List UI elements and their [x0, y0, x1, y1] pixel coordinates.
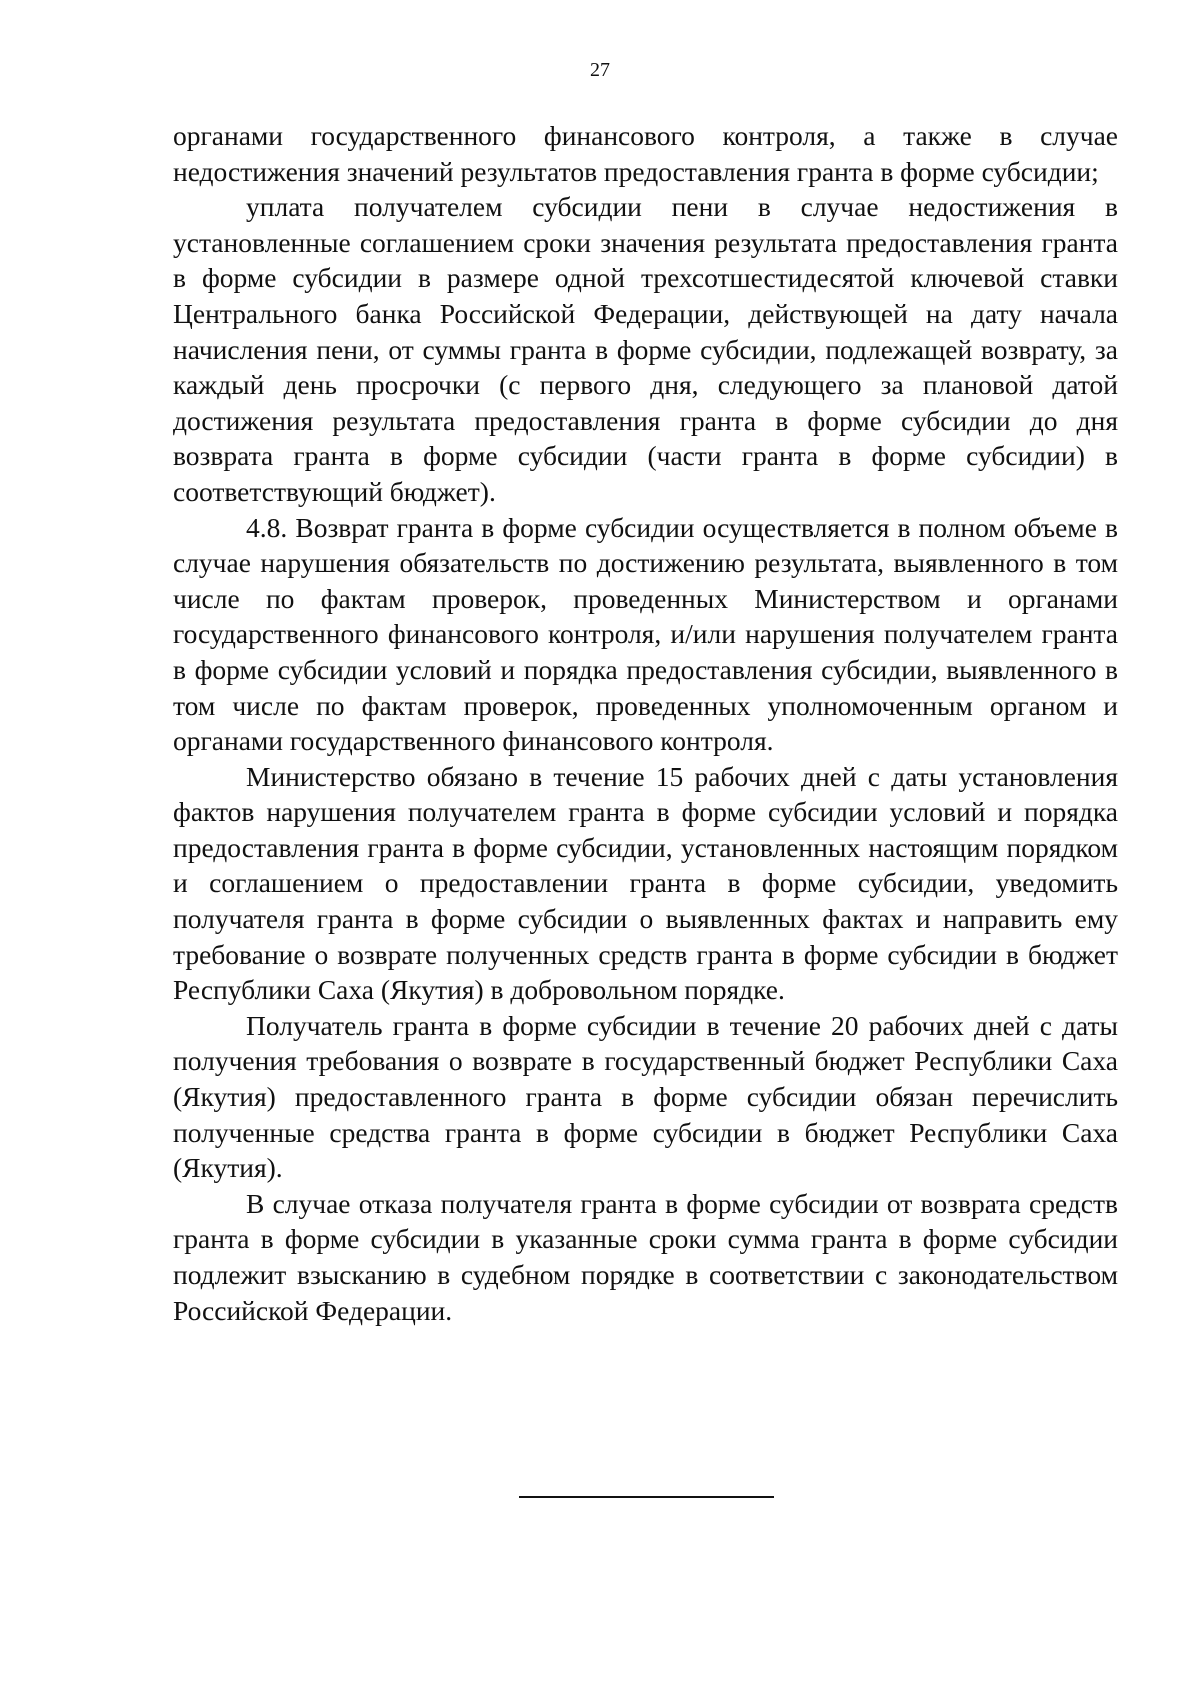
paragraph-penalty: уплата получателем субсидии пени в случае недостижения в установленные соглашением сроки значения результата предоставления гранта в форме субсидии в размере одной трехсотшестидесятой ключевой ставки Центрального банка Российской Федерации, действующей на дату начала начисления пени, от суммы гранта в форме субсидии, подлежащей возврату, за каждый день просрочки (с первого дня, следующего за плановой датой достижения результата предоставления гранта в форме субсидии до дня возврата гранта в форме субсидии (части гранта в форме субсидии) в соответствующий бюджет). — [173, 191, 1118, 507]
paragraph-ministry-obligation: Министерство обязано в течение 15 рабочих дней с даты установления фактов нарушения получателем гранта в форме субсидии условий и порядка предоставления гранта в форме субсидии, установленных настоящим порядком и соглашением о предоставлении гранта в форме субсидии, уведомить получателя гранта в форме субсидии о выявленных фактах и направить ему требование о возврате полученных средств гранта в форме субсидии в бюджет Республики Саха (Якутия) в добровольном порядке. — [173, 760, 1118, 1006]
paragraph-recipient-refund: Получатель гранта в форме субсидии в течение 20 рабочих дней с даты получения требования о возврате в государственный бюджет Республики Саха (Якутия) предоставленного гранта в форме субсидии обязан перечислить полученные средства гранта в форме субсидии в бюджет Республики Саха (Якутия). — [173, 1009, 1118, 1184]
end-of-document-rule — [519, 1496, 774, 1498]
page-number: 27 — [590, 59, 610, 81]
paragraph-section-4-8: 4.8. Возврат гранта в форме субсидии осуществляется в полном объеме в случае нарушения обязательств по достижению результата, выявленного в том числе по фактам проверок, проведенных Министерством и органами государственного финансового контроля, и/или нарушения получателем гранта в форме субсидии условий и порядка предоставления субсидии, выявленного в том числе по фактам проверок, проведенных уполномоченным органом и органами государственного финансового контроля. — [173, 511, 1118, 757]
paragraph-continuation: органами государственного финансового контроля, а также в случае недостижения значений результатов предоставления гранта в форме субсидии; — [173, 120, 1118, 187]
document-body — [173, 118, 1118, 1328]
paragraph-court-recovery: В случае отказа получателя гранта в форме субсидии от возврата средств гранта в форме субсидии в указанные сроки сумма гранта в форме субсидии подлежит взысканию в судебном порядке в соответствии с законодательством Российской Федерации. — [173, 1187, 1118, 1326]
